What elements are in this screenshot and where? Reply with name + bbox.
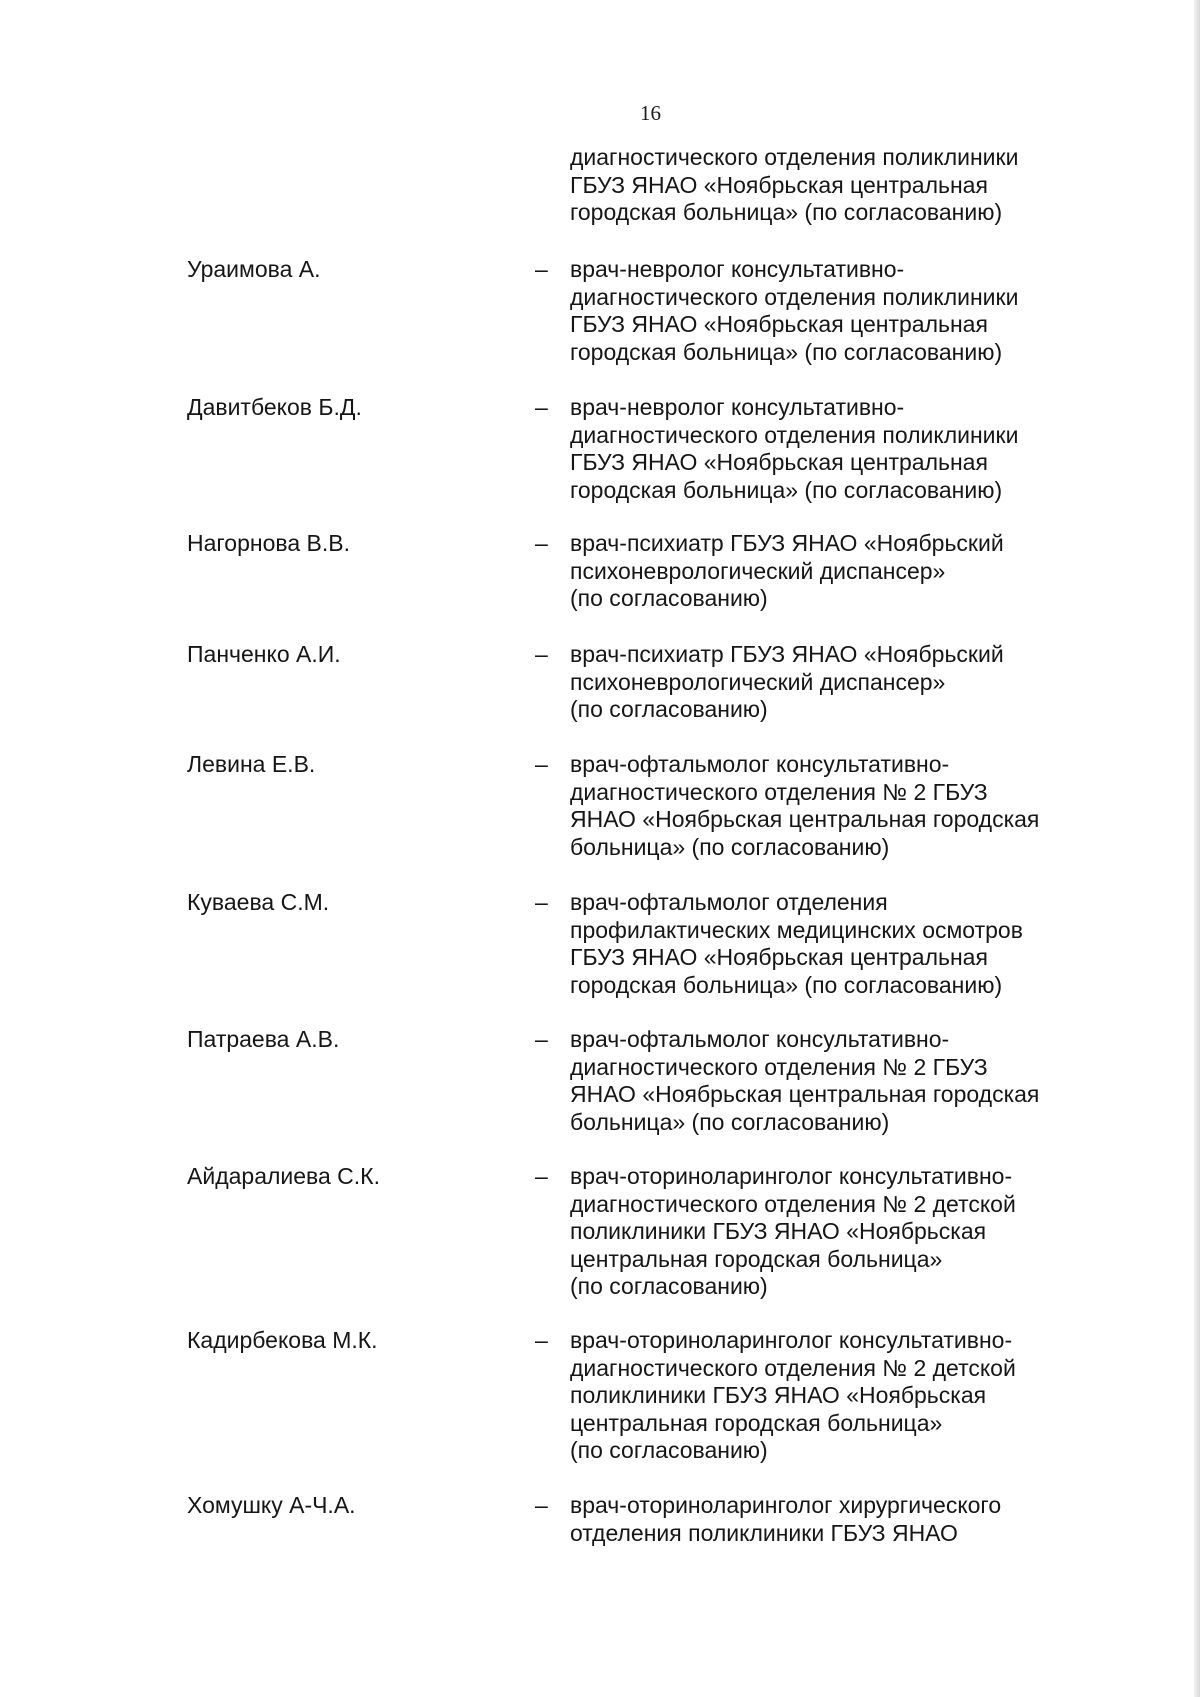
member-name: Панченко А.И. (187, 641, 341, 667)
member-name: Патраева А.В. (187, 1026, 340, 1052)
member-name: Айдаралиева С.К. (187, 1163, 380, 1189)
role-line: городская больница» (по согласованию) (570, 971, 1003, 998)
role-line: врач-оториноларинголог консультативно- (570, 1327, 1013, 1353)
role-line: психоневрологический диспансер» (570, 557, 946, 584)
member-name: Левина Е.В. (187, 751, 316, 777)
role-line: профилактических медицинских осмотров (570, 916, 1023, 943)
member-name: Куваева С.М. (187, 889, 330, 915)
role-line: врач-психиатр ГБУЗ ЯНАО «Ноябрьский (570, 530, 1004, 556)
role-line: отделения поликлиники ГБУЗ ЯНАО (570, 1519, 958, 1546)
role-line: врач-офтальмолог отделения (570, 889, 888, 915)
role-line: диагностического отделения поликлиники (570, 144, 1019, 170)
member-role (570, 889, 1130, 999)
role-line: городская больница» (по согласованию) (570, 199, 1003, 226)
role-line: больница» (по согласованию) (570, 1108, 890, 1135)
role-line: поликлиники ГБУЗ ЯНАО «Ноябрьская (570, 1382, 987, 1409)
dash-separator: – (535, 1026, 548, 1052)
role-line: городская больница» (по согласованию) (570, 338, 1003, 365)
role-line: врач-оториноларинголог консультативно- (570, 1163, 1013, 1189)
member-name: Ураимова А. (187, 256, 321, 282)
member-role (570, 394, 1130, 504)
dash-separator: – (535, 751, 548, 777)
member-name: Кадирбекова М.К. (187, 1327, 378, 1353)
role-line: ГБУЗ ЯНАО «Ноябрьская центральная (570, 944, 988, 971)
dash-separator: – (535, 256, 548, 282)
member-role (570, 1327, 1130, 1465)
role-line: врач-невролог консультативно- (570, 394, 905, 420)
role-line: (по согласованию) (570, 696, 768, 723)
role-line: врач-невролог консультативно- (570, 256, 905, 282)
role-line: врач-психиатр ГБУЗ ЯНАО «Ноябрьский (570, 641, 1004, 667)
role-line: диагностического отделения поликлиники (570, 421, 1019, 448)
dash-separator: – (535, 641, 548, 667)
role-line: поликлиники ГБУЗ ЯНАО «Ноябрьская (570, 1218, 987, 1245)
dash-separator: – (535, 394, 548, 420)
role-line: врач-офтальмолог консультативно- (570, 751, 950, 777)
role-line: диагностического отделения № 2 детской (570, 1354, 1016, 1381)
page-number: 16 (640, 101, 661, 125)
member-role (570, 1492, 1130, 1547)
role-line: ГБУЗ ЯНАО «Ноябрьская центральная (570, 449, 988, 476)
member-role (570, 530, 1130, 613)
dash-separator: – (535, 530, 548, 556)
member-name: Давитбеков Б.Д. (187, 394, 362, 420)
role-line: центральная городская больница» (570, 1245, 943, 1272)
role-line: ГБУЗ ЯНАО «Ноябрьская центральная (570, 311, 988, 338)
role-line: больница» (по согласованию) (570, 833, 890, 860)
role-line: (по согласованию) (570, 1273, 768, 1300)
role-line: (по согласованию) (570, 1437, 768, 1464)
role-line: городская больница» (по согласованию) (570, 476, 1003, 503)
member-name: Хомушку А-Ч.А. (187, 1492, 356, 1518)
role-line: диагностического отделения № 2 ГБУЗ (570, 1053, 988, 1080)
role-line: ГБУЗ ЯНАО «Ноябрьская центральная (570, 171, 988, 198)
member-role (570, 256, 1130, 366)
role-line: диагностического отделения № 2 детской (570, 1190, 1016, 1217)
page-edge-shadow (1194, 0, 1200, 1697)
role-line: диагностического отделения № 2 ГБУЗ (570, 778, 988, 805)
dash-separator: – (535, 1163, 548, 1189)
role-line: (по согласованию) (570, 585, 768, 612)
role-line: врач-оториноларинголог хирургического (570, 1492, 1002, 1518)
role-line: психоневрологический диспансер» (570, 668, 946, 695)
member-role (570, 1026, 1130, 1136)
member-role (570, 641, 1130, 724)
role-line: центральная городская больница» (570, 1409, 943, 1436)
dash-separator: – (535, 889, 548, 915)
role-line: ЯНАО «Ноябрьская центральная городская (570, 1081, 1040, 1108)
member-role (570, 751, 1130, 861)
dash-separator: – (535, 1327, 548, 1353)
role-line: диагностического отделения поликлиники (570, 283, 1019, 310)
continued-role-text (570, 144, 1130, 227)
dash-separator: – (535, 1492, 548, 1518)
role-line: врач-офтальмолог консультативно- (570, 1026, 950, 1052)
role-line: ЯНАО «Ноябрьская центральная городская (570, 806, 1040, 833)
member-name: Нагорнова В.В. (187, 530, 350, 556)
member-role (570, 1163, 1130, 1301)
